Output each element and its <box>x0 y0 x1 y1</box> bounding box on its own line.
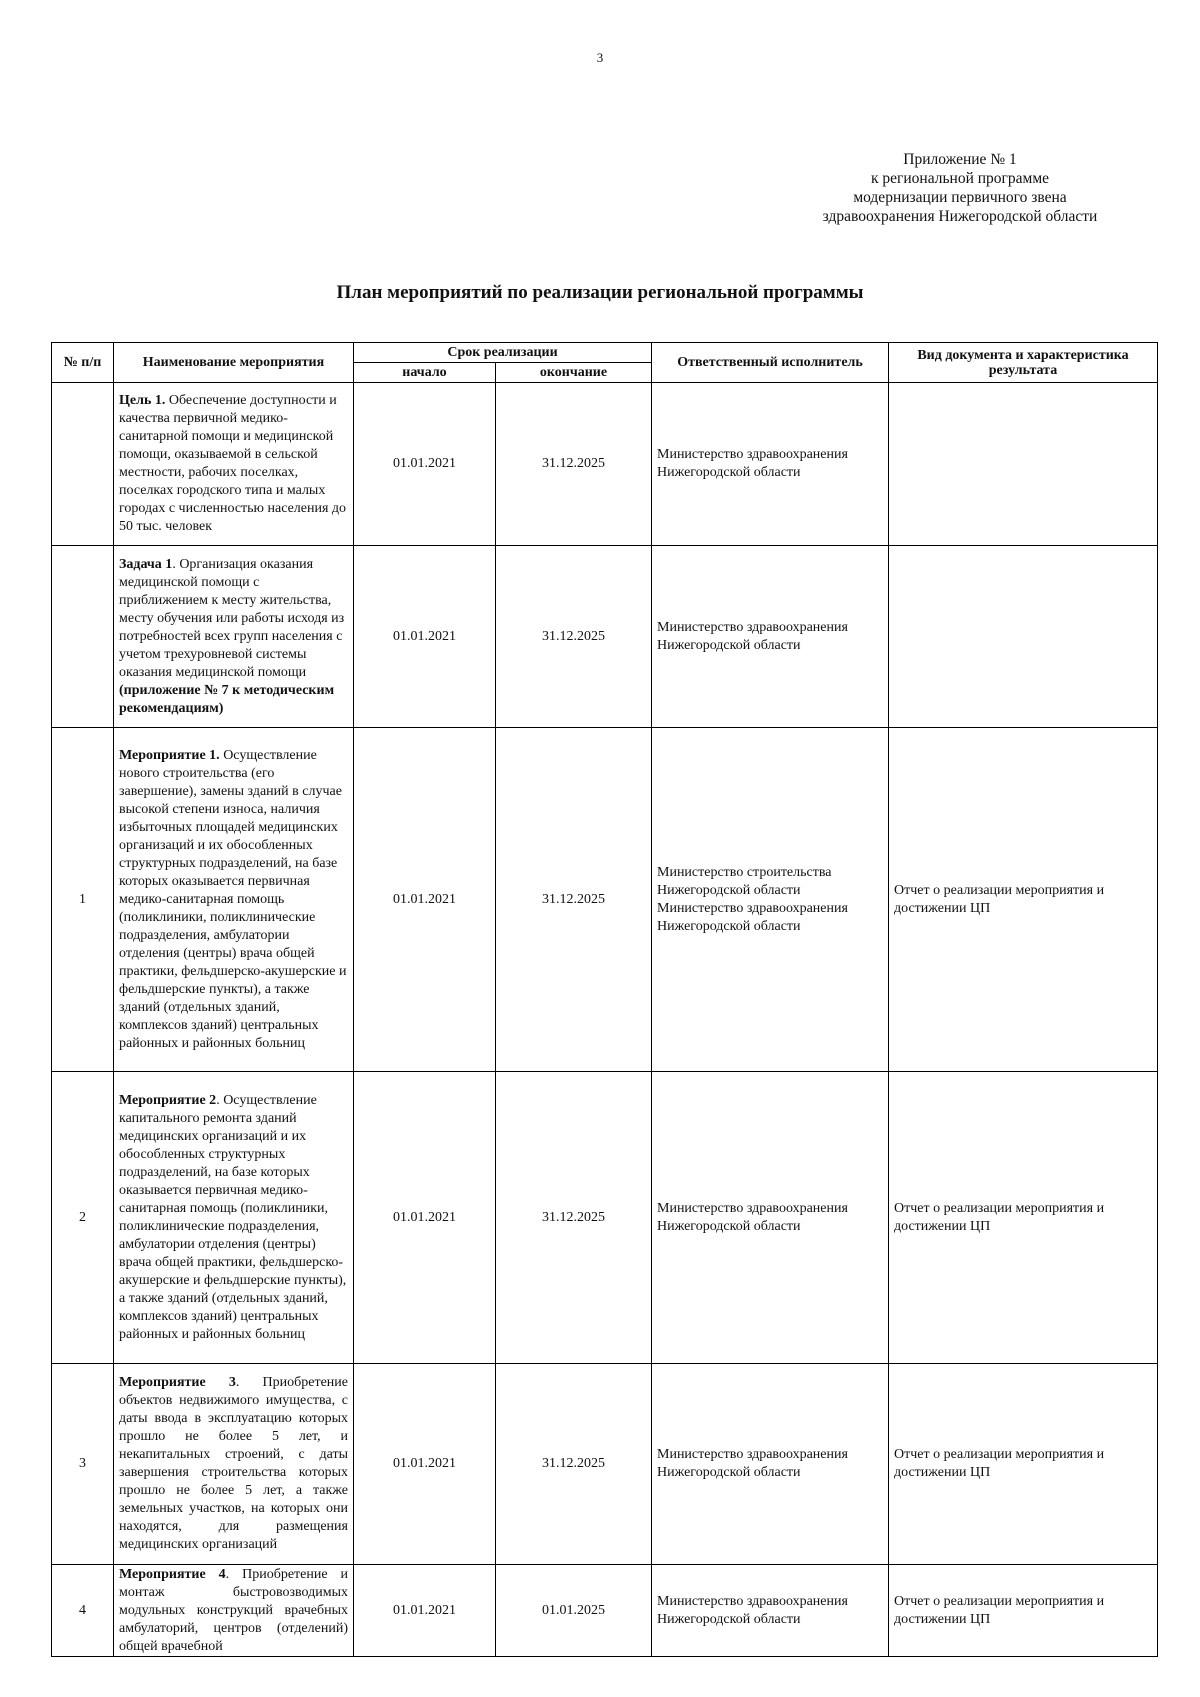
row-executor: Министерство здравоохранения Нижегородской области <box>652 1072 889 1364</box>
row-num <box>52 383 114 546</box>
row-name-lead: Мероприятие 4 <box>119 1566 226 1582</box>
row-name <box>114 1565 354 1657</box>
row-end: 31.12.2025 <box>496 728 652 1072</box>
row-name <box>114 1364 354 1565</box>
row-num: 1 <box>52 728 114 1072</box>
row-start: 01.01.2021 <box>354 1364 496 1565</box>
appendix-line: к региональной программе <box>870 170 1050 187</box>
row-num <box>52 546 114 728</box>
row-executor: Министерство строительства Нижегородской области Министерство здравоохранения Нижегородской области <box>652 728 889 1072</box>
row-num: 4 <box>52 1565 114 1657</box>
table-row <box>52 546 1158 728</box>
row-name-lead: Мероприятие 1. <box>119 747 220 763</box>
row-start: 01.01.2021 <box>354 546 496 728</box>
plan-table <box>51 342 1158 1657</box>
row-name-text: . Организация оказания медицинской помощи с приближением к месту жительства, месту обучения или работы исходя из потребностей всех групп населения с учетом трехуровневой системы оказания медицинской помощи <box>119 556 345 680</box>
row-start: 01.01.2021 <box>354 1072 496 1364</box>
row-result: Отчет о реализации мероприятия и достижении ЦП <box>889 1364 1158 1565</box>
row-name-text: . Осуществление капитального ремонта зданий медицинских организаций и их обособленных структурных подразделений, на базе которых оказывается первичная медико-санитарная помощь (поликлиники, поликлинические подразделения, амбулатории отделения (центры) врача общей практики, фельдшерско-акушерские и фельдшерские пункты), а также зданий (отдельных зданий, комплексов зданий) центральных районных и районных больниц <box>119 1092 347 1342</box>
row-num: 3 <box>52 1364 114 1565</box>
row-result: Отчет о реализации мероприятия и достижении ЦП <box>889 1565 1158 1657</box>
row-name-text: . Приобретение объектов недвижимого имущества, с даты ввода в эксплуатацию которых прошло не более 5 лет, и некапитальных строений, с даты завершения строительства которых прошло не более 5 лет, а также земельных участков, на которых они находятся, для размещения медицинских организаций <box>119 1375 348 1552</box>
header-start: начало <box>354 363 496 383</box>
header-num: № п/п <box>52 343 114 383</box>
page-number: 3 <box>596 50 604 65</box>
row-name-text: Осуществление нового строительства (его завершение), замены зданий в случае высокой степени износа, наличия избыточных площадей медицинских организаций и их обособленных структурных подразделений, на базе которых оказывается первичная медико-санитарная помощь (поликлиники, поликлинические подразделения, амбулатории отделения (центры) врача общей практики, фельдшерско-акушерские и фельдшерские пункты), а также зданий (отдельных зданий, комплексов зданий) центральных районных и районных больниц <box>119 747 347 1051</box>
table-row <box>52 383 1158 546</box>
row-name <box>114 546 354 728</box>
row-start: 01.01.2021 <box>354 383 496 546</box>
row-name-lead: Задача 1 <box>119 556 173 572</box>
row-start: 01.01.2021 <box>354 728 496 1072</box>
table-row <box>52 1072 1158 1364</box>
row-end: 31.12.2025 <box>496 1072 652 1364</box>
row-end: 31.12.2025 <box>496 546 652 728</box>
appendix-line: здравоохранения Нижегородской области <box>822 208 1098 225</box>
row-name <box>114 1072 354 1364</box>
row-result <box>889 383 1158 546</box>
row-end: 01.01.2025 <box>496 1565 652 1657</box>
row-num: 2 <box>52 1072 114 1364</box>
row-name-text: . Приобретение и монтаж быстровозводимых модульных конструкций врачебных амбулаторий, центров (отделений) общей врачебной <box>119 1566 348 1654</box>
table-row <box>52 728 1158 1072</box>
row-result <box>889 546 1158 728</box>
header-name: Наименование мероприятия <box>114 343 354 383</box>
row-start: 01.01.2021 <box>354 1565 496 1657</box>
header-executor: Ответственный исполнитель <box>652 343 889 383</box>
plan-title: План мероприятий по реализации региональной программы <box>336 282 864 303</box>
row-executor: Министерство здравоохранения Нижегородской области <box>652 1364 889 1565</box>
header-end: окончание <box>496 363 652 383</box>
row-result: Отчет о реализации мероприятия и достижении ЦП <box>889 728 1158 1072</box>
row-name-lead: Мероприятие 2 <box>119 1092 217 1108</box>
appendix-line: Приложение № 1 <box>903 151 1017 168</box>
header-result: Вид документа и характеристика результата <box>889 343 1158 383</box>
row-executor: Министерство здравоохранения Нижегородской области <box>652 546 889 728</box>
row-end: 31.12.2025 <box>496 383 652 546</box>
header-period: Срок реализации <box>354 343 652 363</box>
table-row <box>52 1364 1158 1565</box>
row-name <box>114 383 354 546</box>
row-name-tail: (приложение № 7 к методическим рекомендациям) <box>119 682 335 716</box>
appendix-block <box>760 150 1160 226</box>
row-name <box>114 728 354 1072</box>
table-row <box>52 1565 1158 1657</box>
row-name-text: Обеспечение доступности и качества первичной медико-санитарной помощи и медицинской помощи, оказываемой в сельской местности, рабочих поселках, поселках городского типа и малых городах с численностью населения до 50 тыс. человек <box>119 393 347 534</box>
row-executor: Министерство здравоохранения Нижегородской области <box>652 383 889 546</box>
row-result: Отчет о реализации мероприятия и достижении ЦП <box>889 1072 1158 1364</box>
appendix-line: модернизации первичного звена <box>853 189 1067 206</box>
row-executor: Министерство здравоохранения Нижегородской области <box>652 1565 889 1657</box>
row-end: 31.12.2025 <box>496 1364 652 1565</box>
row-name-lead: Мероприятие 3 <box>119 1375 236 1390</box>
row-name-lead: Цель 1. <box>119 393 166 408</box>
